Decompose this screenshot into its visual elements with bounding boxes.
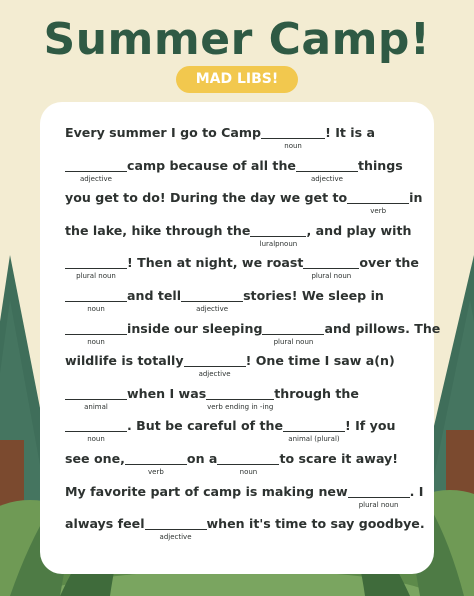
fill-in-blank[interactable] (250, 222, 306, 248)
blank-hint-label: verb (370, 207, 387, 216)
blank-hint-label: noun (239, 468, 258, 476)
story-text-segment: . But be careful of the (127, 418, 283, 434)
blank-hint-label: animal (plural) (288, 435, 340, 444)
blank-underline (145, 529, 207, 530)
blank-hint-label: adjective (196, 305, 229, 313)
blank-underline (65, 334, 127, 335)
fill-in-blank[interactable] (65, 385, 127, 411)
blank-underline (348, 497, 410, 498)
fill-in-blank[interactable] (261, 124, 325, 150)
story-text-segment: you get to do! During the day we get to (65, 190, 348, 206)
fill-in-blank[interactable] (296, 157, 358, 183)
blank-underline (181, 301, 243, 302)
blank-underline (303, 268, 359, 269)
story-line (65, 450, 425, 484)
page-title: Summer Camp! (43, 14, 431, 65)
story-text-segment: ! One time I saw a(n) (245, 353, 395, 369)
blank-hint-label: luralpnoun (259, 239, 298, 248)
blank-hint-label: adjective (310, 174, 343, 183)
blank-underline (283, 431, 345, 432)
blank-underline (261, 138, 325, 139)
fill-in-blank[interactable] (262, 320, 324, 346)
fill-in-blank[interactable] (65, 287, 127, 313)
story-line (65, 254, 425, 288)
story-text-segment: over the (359, 255, 419, 271)
blank-underline (262, 334, 324, 335)
blank-hint-label: verb (148, 468, 164, 476)
blank-hint-label: animal (84, 402, 108, 411)
blank-underline (296, 171, 358, 172)
fill-in-blank[interactable] (65, 320, 127, 346)
story-line (65, 417, 425, 451)
fill-in-blank[interactable] (217, 450, 279, 476)
fill-in-blank[interactable] (303, 254, 359, 281)
mad-libs-badge: MAD LIBS! (176, 66, 298, 93)
blank-underline (206, 399, 274, 400)
blank-hint-label: noun (87, 305, 105, 313)
story-text-segment: see one, (65, 451, 125, 466)
blank-hint-label: plural noun (311, 272, 352, 281)
fill-in-blank[interactable] (65, 417, 127, 444)
fill-in-blank[interactable] (65, 254, 127, 281)
fill-in-blank[interactable] (348, 483, 410, 509)
story-line (65, 287, 425, 321)
story-text-segment: Every summer I go to Camp (65, 125, 262, 140)
story-text-segment: wildlife is totally (65, 353, 184, 369)
blank-underline (125, 464, 187, 465)
blank-hint-label: verb ending in -ing (207, 402, 274, 411)
fill-in-blank[interactable] (145, 515, 207, 542)
story-text-segment: when it's time to say goodbye. (206, 516, 425, 532)
fill-in-blank[interactable] (206, 385, 274, 411)
story-text-segment: in (409, 190, 423, 206)
blank-hint-label: plural noun (76, 272, 116, 281)
story-line (65, 320, 441, 354)
story-line (65, 352, 425, 386)
story-text-segment: things (357, 157, 403, 173)
blank-hint-label: adjective (80, 174, 112, 183)
fill-in-blank[interactable] (125, 450, 187, 476)
story-line (65, 124, 425, 158)
story-line (65, 385, 425, 419)
story-line (65, 515, 425, 549)
story-text-segment: ! It is a (325, 125, 375, 140)
story-line (65, 189, 425, 223)
story-text-segment: ! If you (344, 418, 396, 434)
fill-in-blank[interactable] (184, 352, 246, 379)
story-text-segment: always feel (65, 516, 145, 532)
blank-underline (65, 301, 127, 302)
blank-hint-label: plural noun (358, 500, 399, 509)
story-text-segment: to scare it away! (279, 451, 399, 466)
blank-underline (65, 171, 127, 172)
blank-hint-label: adjective (198, 370, 231, 379)
story-text-segment: the lake, hike through the (65, 222, 251, 238)
story-text-segment: stories! We sleep in (243, 288, 384, 303)
fill-in-blank[interactable] (65, 157, 127, 183)
blank-hint-label: noun (87, 435, 105, 444)
blank-underline (65, 399, 127, 400)
blank-underline (65, 268, 127, 269)
fill-in-blank[interactable] (347, 189, 409, 216)
story-text-segment: ! Then at night, we roast (127, 255, 304, 271)
story-text-segment: when I was (127, 385, 207, 401)
blank-hint-label: noun (87, 337, 105, 346)
story-line (65, 157, 425, 191)
story-text-segment: on a (186, 451, 218, 466)
story-text-segment: My favorite part of camp is making new (65, 483, 348, 499)
fill-in-blank[interactable] (283, 417, 345, 444)
blank-underline (250, 236, 306, 237)
story-text-segment: , and play with (306, 222, 412, 238)
story-text-segment: through the (274, 385, 359, 401)
story-text-segment: and pillows. The (324, 320, 441, 336)
blank-hint-label: adjective (159, 533, 192, 542)
story-text-segment: and tell (127, 288, 182, 303)
story-text-segment: inside our sleeping (127, 320, 263, 336)
story-line (65, 483, 425, 517)
fill-in-blank[interactable] (181, 287, 243, 313)
story-text-segment: camp because of all the (127, 157, 296, 173)
story-text-segment: . I (409, 483, 424, 499)
blank-underline (184, 366, 246, 367)
story-line (65, 222, 425, 256)
blank-underline (347, 203, 409, 204)
blank-hint-label: plural noun (273, 337, 314, 346)
blank-underline (217, 464, 279, 465)
blank-hint-label: noun (284, 142, 302, 150)
blank-underline (65, 431, 127, 432)
